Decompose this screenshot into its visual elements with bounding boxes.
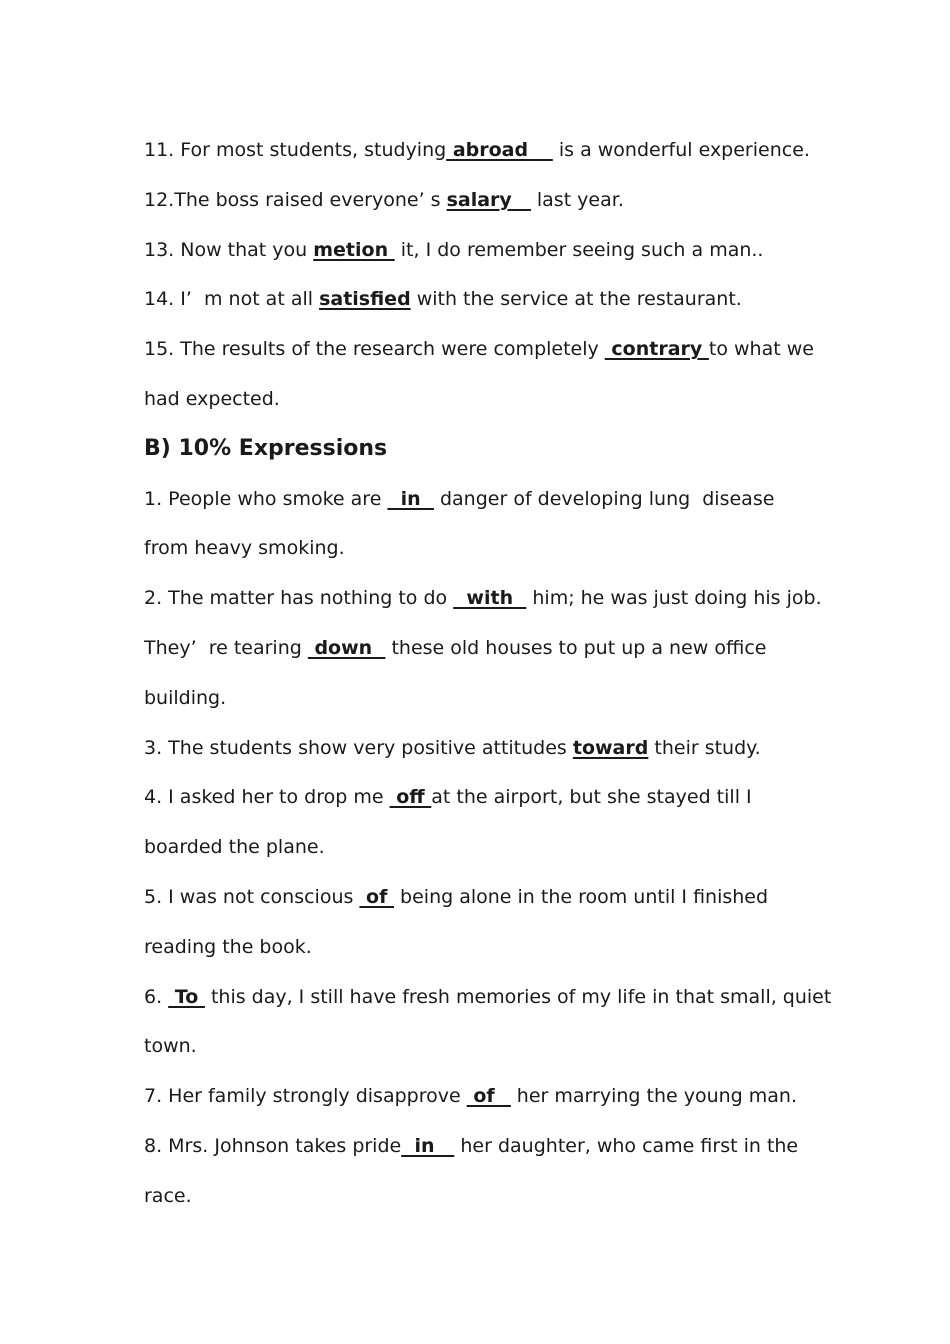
text-segment: 4. I asked her to drop me <box>144 786 390 809</box>
text-line <box>144 135 824 165</box>
text-line <box>144 782 824 812</box>
text-line <box>144 882 824 912</box>
text-segment: They’ re tearing <box>144 637 308 659</box>
text-segment: danger of developing lung disease <box>433 487 775 510</box>
text-segment: her marrying the young man. <box>510 1085 797 1108</box>
text-segment: 8. Mrs. Johnson takes pride <box>144 1135 402 1157</box>
text-segment: to what we <box>708 338 814 361</box>
text-line <box>144 932 824 962</box>
text-segment: 7. Her family strongly disapprove <box>144 1085 467 1108</box>
section-heading <box>144 434 824 464</box>
answer-blank: with <box>453 587 527 610</box>
text-segment: 6. <box>144 985 169 1008</box>
text-segment: this day, I still have fresh memories of my life in that small, quiet <box>204 985 832 1008</box>
text-segment: building. <box>144 686 227 709</box>
text-segment: 5. I was not conscious <box>144 886 360 908</box>
text-segment: from heavy smoking. <box>144 537 345 560</box>
answer-blank: down <box>307 637 386 659</box>
answer-blank: To <box>168 985 205 1008</box>
text-line <box>144 334 824 364</box>
text-segment: town. <box>144 1035 197 1058</box>
text-line <box>144 384 824 414</box>
text-segment: him; he was just doing his job. <box>526 587 822 610</box>
text-line <box>144 284 824 314</box>
text-segment: being alone in the room until I finished <box>394 886 769 908</box>
blank-underline: __ <box>511 188 531 211</box>
text-segment: 3. The students show very positive attitudes <box>144 736 573 759</box>
text-segment: 15. The results of the research were completely <box>144 338 605 361</box>
answer-blank: toward <box>572 736 649 759</box>
answer-blank: salary <box>446 188 512 211</box>
text-segment: 2. The matter has nothing to do <box>144 587 454 610</box>
text-line <box>144 1031 824 1061</box>
text-line <box>144 633 824 663</box>
text-segment: had expected. <box>144 388 280 410</box>
text-segment: reading the book. <box>144 935 312 958</box>
text-segment: last year. <box>530 188 624 211</box>
blank-underline: _ <box>501 1085 511 1108</box>
answer-blank: satisfied <box>319 288 411 311</box>
text-line <box>144 1131 824 1161</box>
text-segment: at the airport, but she stayed till I <box>431 786 752 809</box>
text-line <box>144 484 824 514</box>
answer-blank: off <box>389 786 432 809</box>
text-line <box>144 235 824 265</box>
text-line <box>144 733 824 763</box>
text-line <box>144 1081 824 1111</box>
text-segment: these old houses to put up a new office <box>385 637 767 659</box>
text-segment: 12.The boss raised everyone’ s <box>144 188 447 211</box>
text-line <box>144 533 824 563</box>
text-line <box>144 583 824 613</box>
answer-blank: in <box>401 1135 455 1157</box>
text-segment: B) 10% Expressions <box>144 435 388 461</box>
text-segment: 11. For most students, studying <box>144 139 447 161</box>
text-line <box>144 982 832 1012</box>
text-segment: it, I do remember seeing such a man.. <box>394 238 764 261</box>
text-line <box>144 185 824 215</box>
text-segment: their study. <box>648 736 761 759</box>
answer-blank: metion <box>313 238 395 261</box>
text-segment: 14. I’ m not at all <box>144 288 320 311</box>
text-segment: with the service at the restaurant. <box>410 288 742 311</box>
text-segment: 1. People who smoke are <box>144 487 388 510</box>
text-segment: her daughter, who came first in the <box>454 1135 799 1157</box>
text-line <box>144 683 824 713</box>
text-line <box>144 1181 824 1211</box>
answer-blank: of <box>359 886 394 908</box>
answer-blank: in <box>387 487 434 510</box>
text-segment: boarded the plane. <box>144 836 325 859</box>
answer-blank: abroad <box>446 139 535 161</box>
text-segment: race. <box>144 1184 192 1207</box>
text-line <box>144 832 824 862</box>
text-segment: 13. Now that you <box>144 238 314 261</box>
answer-blank: contrary <box>604 338 709 361</box>
answer-blank: of <box>466 1085 502 1108</box>
text-segment: is a wonderful experience. <box>552 139 810 161</box>
blank-underline <box>535 139 553 161</box>
